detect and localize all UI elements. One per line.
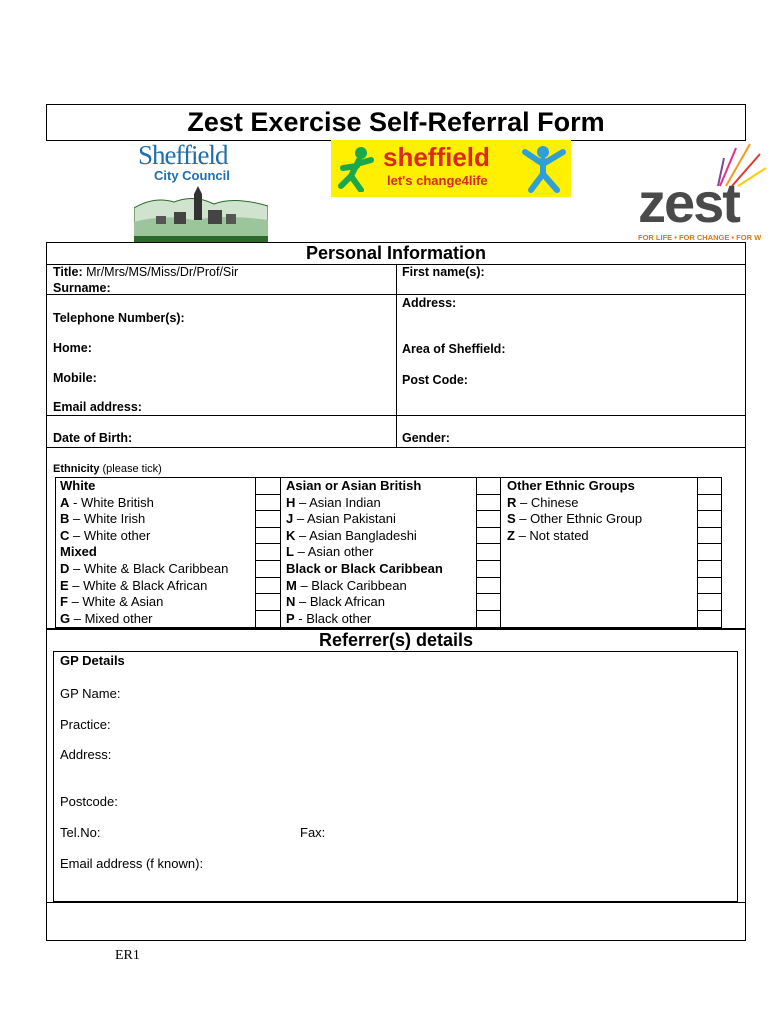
ethnicity-hint: (please tick) xyxy=(102,463,162,475)
gp-name-field[interactable]: GP Name: xyxy=(60,686,121,701)
telephone-label: Telephone Number(s): xyxy=(53,311,185,325)
running-figure-icon xyxy=(335,146,379,192)
ethnicity-caption xyxy=(53,463,162,475)
ethnicity-code: S xyxy=(507,511,516,527)
ethnicity-description: – Chinese xyxy=(516,494,579,510)
ethnicity-code: P xyxy=(286,610,295,626)
ethnicity-tick-box[interactable] xyxy=(256,511,280,527)
ethnicity-tick-box[interactable] xyxy=(698,511,722,527)
gp-address-field[interactable]: Address: xyxy=(60,747,112,762)
home-phone-field[interactable]: Home: xyxy=(53,341,92,355)
ethnicity-tick-box[interactable] xyxy=(477,561,500,577)
ethnicity-code: J xyxy=(286,511,294,527)
ethnicity-code: H xyxy=(286,494,296,510)
ethnicity-tick-box[interactable] xyxy=(477,511,500,527)
ethnicity-code: B xyxy=(60,511,70,527)
ethnicity-tick-box[interactable] xyxy=(256,478,280,494)
gp-email-field[interactable]: Email address (f known): xyxy=(60,856,204,871)
star-figure-icon xyxy=(521,144,567,194)
ethnicity-option xyxy=(60,544,97,561)
ethnicity-tick-box[interactable] xyxy=(477,544,500,560)
ethnicity-tick-box[interactable] xyxy=(698,478,722,494)
gp-postcode-field[interactable]: Postcode: xyxy=(60,794,118,809)
council-logo-wordmark: Sheffield xyxy=(138,140,228,170)
ethnicity-description: – White other xyxy=(69,527,151,543)
ethnicity-tick-box[interactable] xyxy=(256,495,280,511)
dob-field[interactable]: Date of Birth: xyxy=(53,431,133,445)
ethnicity-code: L xyxy=(286,544,294,560)
form-title: Zest Exercise Self-Referral Form xyxy=(187,107,605,137)
ethnicity-tick-box[interactable] xyxy=(256,578,280,594)
ethnicity-option xyxy=(507,495,579,512)
ethnicity-description: – White & Asian xyxy=(67,594,164,610)
ethnicity-option xyxy=(286,611,371,628)
ethnicity-tick-box[interactable] xyxy=(698,544,722,560)
ethnicity-description: – White & Black Caribbean xyxy=(69,561,229,576)
ethnicity-option xyxy=(60,561,228,578)
ethnicity-option xyxy=(507,511,642,528)
ethnicity-tick-box[interactable] xyxy=(477,578,500,594)
ethnicity-description: – Other Ethnic Group xyxy=(515,511,643,527)
area-field[interactable]: Area of Sheffield: xyxy=(402,342,506,356)
ethnicity-description: – White & Black African xyxy=(68,577,208,593)
ethnicity-tick-box[interactable] xyxy=(698,611,722,627)
ethnicity-code: K xyxy=(286,527,296,543)
ethnicity-option xyxy=(60,528,150,545)
ethnicity-group-heading: White xyxy=(60,478,96,493)
ethnicity-tick-box[interactable] xyxy=(698,528,722,544)
zest-tagline: FOR LIFE • FOR CHANGE • FOR W xyxy=(638,233,762,242)
ethnicity-description: - Black other xyxy=(294,610,372,626)
personal-info-heading: Personal Information xyxy=(305,243,487,263)
ethnicity-code: D xyxy=(60,561,70,576)
ethnicity-code: Z xyxy=(507,527,515,543)
city-skyline-icon xyxy=(134,186,268,242)
ethnicity-description: - White British xyxy=(69,494,154,510)
council-logo-subtitle: City Council xyxy=(154,168,230,183)
ethnicity-option xyxy=(60,478,95,495)
ethnicity-code: M xyxy=(286,577,297,593)
gp-tel-field[interactable]: Tel.No: xyxy=(60,825,101,840)
gp-fax-field[interactable]: Fax: xyxy=(300,825,326,840)
ethnicity-tick-box[interactable] xyxy=(698,594,722,610)
ethnicity-tick-box[interactable] xyxy=(477,611,500,627)
surname-field[interactable]: Surname: xyxy=(53,281,111,295)
ethnicity-tick-box[interactable] xyxy=(256,594,280,610)
gender-field[interactable]: Gender: xyxy=(402,431,450,445)
ethnicity-description: – Black African xyxy=(295,594,385,610)
ethnicity-description: – Asian Bangladeshi xyxy=(295,527,417,543)
ethnicity-option xyxy=(60,578,207,595)
ethnicity-description: – Asian other xyxy=(293,544,374,560)
ethnicity-tick-box[interactable] xyxy=(256,528,280,544)
ethnicity-code: A xyxy=(60,494,70,510)
divider xyxy=(500,477,501,628)
ethnicity-code: F xyxy=(60,594,68,610)
first-name-field[interactable]: First name(s): xyxy=(402,265,485,279)
ethnicity-description: – White Irish xyxy=(69,511,146,527)
ethnicity-option xyxy=(507,528,589,545)
form-code: ER1 xyxy=(115,948,140,963)
practice-field[interactable]: Practice: xyxy=(60,717,111,732)
zest-wordmark: zest xyxy=(638,171,739,234)
address-field[interactable]: Address: xyxy=(402,296,457,310)
ethnicity-option xyxy=(286,478,421,495)
ethnicity-option xyxy=(286,561,443,578)
change4life-logo xyxy=(331,140,571,197)
change4life-word: sheffield xyxy=(383,142,490,172)
ethnicity-code: E xyxy=(60,577,69,593)
ethnicity-option xyxy=(286,578,407,595)
ethnicity-option xyxy=(60,611,153,628)
ethnicity-description: – Not stated xyxy=(514,527,589,543)
ethnicity-group-heading: Black or Black Caribbean xyxy=(286,561,443,576)
ethnicity-description: – Black Caribbean xyxy=(296,577,407,593)
divider xyxy=(46,447,746,448)
ethnicity-tick-box[interactable] xyxy=(477,495,500,511)
divider xyxy=(46,902,746,903)
ethnicity-tick-box[interactable] xyxy=(477,478,500,494)
ethnicity-description: – Asian Pakistani xyxy=(293,511,396,527)
ethnicity-tick-box[interactable] xyxy=(698,561,722,577)
title-field[interactable] xyxy=(53,265,238,279)
email-field[interactable]: Email address: xyxy=(53,400,142,414)
mobile-field[interactable]: Mobile: xyxy=(53,371,97,385)
ethnicity-label: Ethnicity xyxy=(53,463,100,475)
ethnicity-tick-box[interactable] xyxy=(256,544,280,560)
ethnicity-code: C xyxy=(60,527,70,543)
ethnicity-description: – Asian Indian xyxy=(295,494,381,510)
ethnicity-group-heading: Mixed xyxy=(60,544,97,560)
ethnicity-option xyxy=(60,495,154,512)
postcode-field[interactable]: Post Code: xyxy=(402,373,468,387)
ethnicity-option xyxy=(60,594,163,611)
title-label: Title: xyxy=(53,265,83,279)
ethnicity-group-heading: Other Ethnic Groups xyxy=(507,478,635,493)
ethnicity-tick-box[interactable] xyxy=(477,594,500,610)
gp-details-heading: GP Details xyxy=(60,653,125,668)
divider xyxy=(396,264,397,447)
ethnicity-option xyxy=(286,528,417,545)
ethnicity-option xyxy=(286,594,385,611)
divider xyxy=(280,477,281,628)
ethnicity-option xyxy=(286,511,396,528)
zest-logo xyxy=(636,138,770,244)
ethnicity-code: R xyxy=(507,494,517,510)
title-options: Mr/Mrs/MS/Miss/Dr/Prof/Sir xyxy=(86,265,239,279)
ethnicity-option xyxy=(507,478,635,495)
ethnicity-group-heading: Asian or Asian British xyxy=(286,478,422,493)
change4life-tagline: let's change4life xyxy=(387,173,488,188)
ethnicity-description: – Mixed other xyxy=(70,610,153,626)
sheffield-council-logo xyxy=(134,140,268,242)
ethnicity-code: N xyxy=(286,594,296,610)
ethnicity-tick-box[interactable] xyxy=(698,495,722,511)
ethnicity-option xyxy=(286,544,373,561)
ethnicity-code: G xyxy=(60,610,71,626)
referrer-heading: Referrer(s) details xyxy=(318,630,474,650)
ethnicity-tick-box[interactable] xyxy=(256,611,280,627)
ethnicity-tick-box[interactable] xyxy=(698,578,722,594)
ethnicity-option xyxy=(60,511,145,528)
ethnicity-tick-box[interactable] xyxy=(477,528,500,544)
ethnicity-option xyxy=(286,495,381,512)
ethnicity-tick-box[interactable] xyxy=(256,561,280,577)
